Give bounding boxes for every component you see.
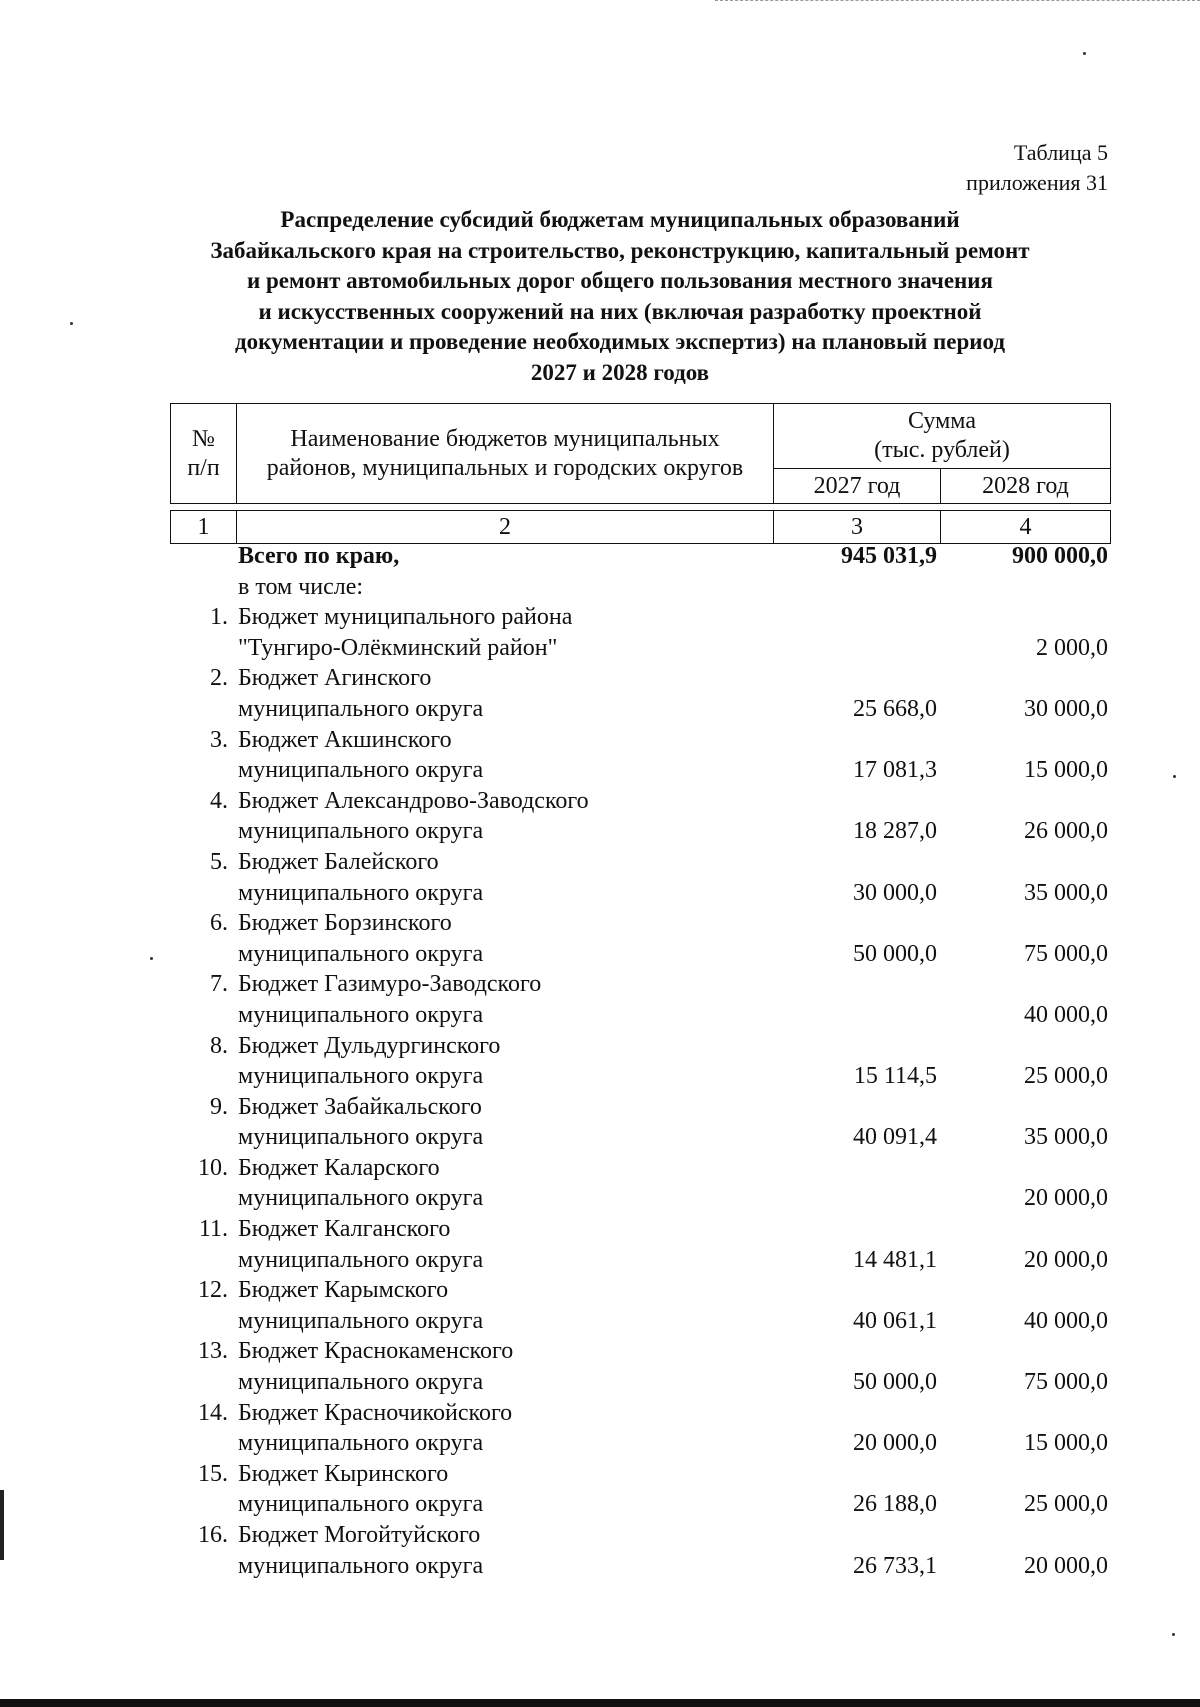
total-label: Всего по краю,	[238, 543, 400, 569]
including-row	[170, 572, 1110, 603]
total-2027: 945 031,9	[841, 543, 937, 569]
column-number: 1	[171, 511, 237, 544]
row-budget-name	[236, 1275, 773, 1336]
row-value-2028: 40 000,0	[1024, 1307, 1108, 1334]
table-row	[170, 602, 1110, 663]
row-name-line: муниципального округа	[238, 879, 484, 906]
budget-rows	[170, 602, 1110, 1581]
scan-edge-band	[0, 1699, 1200, 1707]
row-name-line: Бюджет Дульдургинского	[238, 1032, 501, 1059]
row-number: 13.	[198, 1338, 228, 1365]
scan-edge-line	[715, 0, 1200, 1]
row-value-2028: 15 000,0	[1024, 757, 1108, 784]
row-name-line: муниципального округа	[238, 1124, 484, 1151]
row-budget-name	[236, 602, 773, 663]
row-name-line: Бюджет Балейского	[238, 848, 439, 875]
table-row	[170, 1459, 1110, 1520]
title-line: Забайкальского края на строительство, реконструкцию, капитальный ремонт	[210, 237, 1030, 263]
row-number: 12.	[198, 1277, 228, 1304]
row-name-line: муниципального округа	[238, 757, 484, 784]
row-value-2027: 40 061,1	[853, 1307, 937, 1334]
row-budget-name	[236, 969, 773, 1030]
row-name-line: Бюджет Калганского	[238, 1216, 451, 1243]
row-budget-name	[236, 1031, 773, 1092]
title-line: Распределение субсидий бюджетам муниципальных образований	[280, 207, 960, 232]
row-value-2028: 40 000,0	[1024, 1001, 1108, 1028]
row-value-2027: 26 733,1	[853, 1552, 937, 1579]
row-budget-name	[236, 847, 773, 908]
table-row	[170, 725, 1110, 786]
row-value-2027: 50 000,0	[853, 940, 937, 967]
row-budget-name	[236, 1214, 773, 1275]
row-budget-name	[236, 1459, 773, 1520]
row-name-line: Бюджет Забайкальского	[238, 1093, 482, 1120]
column-number: 4	[941, 511, 1111, 544]
row-budget-name	[236, 786, 773, 847]
table-label: Таблица 5	[1013, 140, 1108, 165]
row-name-line: Бюджет Александрово-Заводского	[238, 787, 589, 814]
scan-edge-mark	[0, 1490, 4, 1560]
table-row	[170, 1092, 1110, 1153]
row-name-line: Бюджет Могойтуйского	[238, 1522, 481, 1548]
row-number	[170, 541, 236, 572]
header-number-line: п/п	[187, 454, 220, 481]
header-name	[237, 404, 774, 504]
row-value-2027: 14 481,1	[853, 1246, 937, 1273]
table-body	[170, 541, 1110, 1581]
row-number: 16.	[198, 1522, 228, 1548]
row-name-line: муниципального округа	[238, 1001, 484, 1028]
scan-speck	[70, 322, 73, 325]
title-line: и ремонт автомобильных дорог общего пользования местного значения	[247, 268, 993, 293]
row-value-2027: 30 000,0	[853, 879, 937, 906]
table-row	[170, 1275, 1110, 1336]
row-number: 6.	[210, 910, 228, 937]
row-budget-name	[236, 908, 773, 969]
row-value-2027: 26 188,0	[853, 1491, 937, 1518]
row-name-line: Бюджет Борзинского	[238, 910, 452, 937]
row-value-2027: 15 114,5	[853, 1063, 937, 1090]
row-value-2028: 20 000,0	[1024, 1552, 1108, 1579]
row-number: 9.	[210, 1093, 228, 1120]
row-name-line: муниципального округа	[238, 1552, 484, 1579]
table-row	[170, 1520, 1110, 1581]
row-name-line: муниципального округа	[238, 940, 484, 967]
header-number	[171, 404, 237, 504]
row-name-line: Бюджет Красночикойского	[238, 1399, 513, 1426]
row-name-line: "Тунгиро-Олёкминский район"	[238, 634, 558, 661]
row-number: 1.	[210, 604, 228, 631]
header-name-line: районов, муниципальных и городских округов	[266, 454, 744, 481]
scan-speck	[1172, 1633, 1175, 1636]
row-number: 3.	[210, 726, 228, 753]
header-sum	[774, 404, 1111, 469]
row-name-line: муниципального округа	[238, 1430, 484, 1457]
header-number-line: №	[192, 425, 215, 452]
row-value-2028: 2 000,0	[1036, 634, 1108, 661]
row-budget-name	[236, 1153, 773, 1214]
document-title	[140, 205, 1100, 388]
header-sum-line: Сумма	[908, 408, 976, 434]
row-value-2027: 40 091,4	[853, 1124, 937, 1151]
table-row	[170, 1153, 1110, 1214]
row-budget-name	[236, 725, 773, 786]
total-2028: 900 000,0	[1012, 543, 1108, 569]
row-value-2028: 15 000,0	[1024, 1430, 1108, 1457]
row-number	[170, 572, 236, 603]
header-year-2027: 2027 год	[774, 469, 941, 504]
header-year-2028: 2028 год	[941, 469, 1111, 504]
table-row	[170, 1398, 1110, 1459]
header-divider	[171, 504, 1111, 511]
row-number: 15.	[198, 1460, 228, 1487]
scan-speck	[1083, 52, 1086, 55]
table-row	[170, 786, 1110, 847]
row-value-2028: 20 000,0	[1024, 1246, 1108, 1273]
row-name-line: муниципального округа	[238, 1246, 484, 1273]
row-number: 7.	[210, 971, 228, 998]
row-name-line: муниципального округа	[238, 1491, 484, 1518]
title-line: документации и проведение необходимых экспертиз) на плановый период	[234, 329, 1006, 354]
including-label: в том числе:	[238, 573, 364, 600]
row-name-line: Бюджет муниципального района	[238, 604, 573, 631]
row-name-line: муниципального округа	[238, 1307, 484, 1334]
row-value-2028: 25 000,0	[1024, 1491, 1108, 1518]
row-value-2028: 75 000,0	[1024, 1369, 1108, 1396]
title-line: и искусственных сооружений на них (включая разработку проектной	[258, 298, 982, 324]
appendix-label: приложения 31	[966, 170, 1108, 195]
row-name-line: Бюджет Кыринского	[238, 1460, 449, 1487]
header-sum-line: (тыс. рублей)	[874, 437, 1010, 463]
row-value-2028: 75 000,0	[1024, 940, 1108, 967]
row-name-line: муниципального округа	[238, 1369, 484, 1396]
row-name-line: Бюджет Карымского	[238, 1277, 449, 1304]
title-line: 2027 и 2028 годов	[530, 359, 710, 385]
row-name-line: Бюджет Краснокаменского	[238, 1338, 514, 1365]
row-budget-name	[236, 663, 773, 724]
row-name-line: Бюджет Каларского	[238, 1154, 440, 1181]
column-number: 3	[774, 511, 941, 544]
table-row	[170, 1031, 1110, 1092]
column-number: 2	[237, 511, 774, 544]
row-value-2028: 35 000,0	[1024, 1124, 1108, 1151]
table-row	[170, 969, 1110, 1030]
scan-speck	[1173, 775, 1176, 778]
row-value-2027: 25 668,0	[853, 695, 937, 722]
table-row	[170, 1336, 1110, 1397]
row-number: 8.	[210, 1032, 228, 1059]
row-value-2028: 20 000,0	[1024, 1185, 1108, 1212]
row-name-line: муниципального округа	[238, 1185, 484, 1212]
row-number: 11.	[198, 1216, 228, 1243]
row-number: 2.	[210, 665, 228, 692]
row-value-2027: 17 081,3	[853, 757, 937, 784]
row-value-2028: 30 000,0	[1024, 695, 1108, 722]
row-number: 5.	[210, 848, 228, 875]
row-budget-name	[236, 1092, 773, 1153]
row-name-line: Бюджет Акшинского	[238, 726, 452, 753]
row-name-line: муниципального округа	[238, 695, 484, 722]
total-row	[170, 541, 1110, 572]
table-caption	[966, 138, 1108, 198]
table-row	[170, 663, 1110, 724]
row-name-line: Бюджет Агинского	[238, 665, 432, 692]
row-number: 10.	[198, 1154, 228, 1181]
row-budget-name	[236, 1336, 773, 1397]
row-value-2028: 25 000,0	[1024, 1063, 1108, 1090]
row-name-line: Бюджет Газимуро-Заводского	[238, 971, 542, 998]
table-row	[170, 908, 1110, 969]
row-value-2027: 50 000,0	[853, 1369, 937, 1396]
row-value-2027: 20 000,0	[853, 1430, 937, 1457]
row-name-line: муниципального округа	[238, 818, 484, 845]
row-budget-name	[236, 1398, 773, 1459]
scan-speck	[150, 957, 153, 960]
row-value-2028: 26 000,0	[1024, 818, 1108, 845]
row-value-2027: 18 287,0	[853, 818, 937, 845]
table-header	[170, 403, 1111, 544]
row-name-line: муниципального округа	[238, 1063, 484, 1090]
table-row	[170, 1214, 1110, 1275]
table-row	[170, 847, 1110, 908]
row-budget-name	[236, 1520, 773, 1581]
row-number: 4.	[210, 787, 228, 814]
row-number: 14.	[198, 1399, 228, 1426]
header-name-line: Наименование бюджетов муниципальных	[290, 425, 720, 452]
row-value-2028: 35 000,0	[1024, 879, 1108, 906]
